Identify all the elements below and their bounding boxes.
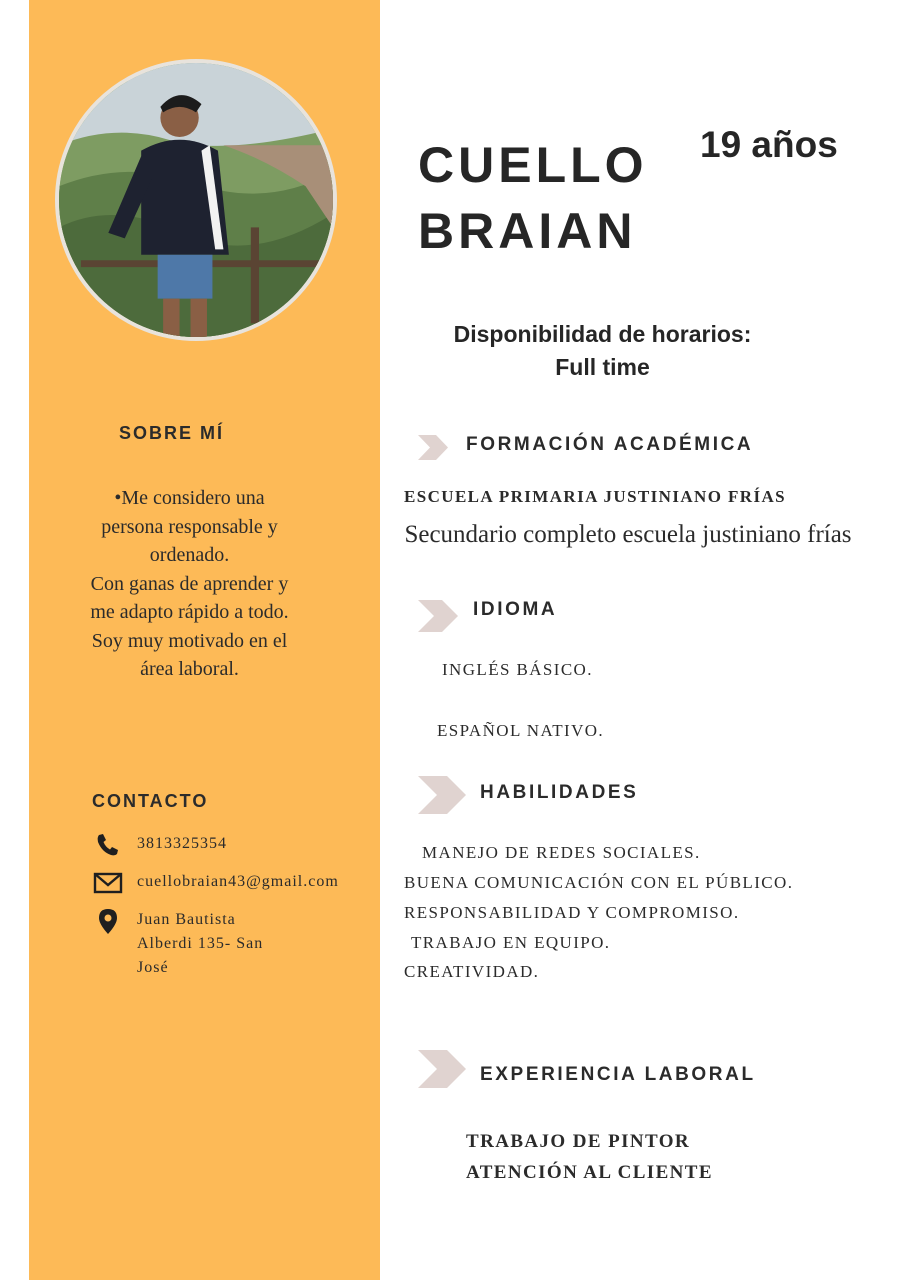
contact-email-row: [93, 870, 339, 896]
experience-item: ATENCIÓN AL CLIENTE: [466, 1162, 713, 1183]
skill-item: TRABAJO EN EQUIPO.: [411, 933, 611, 952]
education-primary: ESCUELA PRIMARIA JUSTINIANO FRÍAS: [404, 487, 787, 506]
languages-heading: IDIOMA: [473, 599, 558, 620]
about-line: persona responsable y: [101, 515, 278, 538]
about-line: Con ganas de aprender y: [90, 572, 289, 595]
education-heading: FORMACIÓN ACADÉMICA: [466, 434, 754, 455]
about-line: •Me considero una: [114, 487, 265, 509]
education-secondary: Secundario completo escuela justiniano frías: [404, 521, 852, 548]
about-line: me adapto rápido a todo.: [90, 601, 289, 623]
skill-item: MANEJO DE REDES SOCIALES.: [422, 843, 701, 862]
about-line: área laboral.: [140, 658, 239, 680]
address-line: José: [137, 959, 169, 976]
contact-heading: CONTACTO: [92, 791, 209, 811]
availability: [430, 318, 775, 384]
contact-phone-row: [93, 832, 227, 858]
full-name: [418, 132, 648, 264]
contact-phone[interactable]: 3813325354: [137, 835, 227, 852]
skill-item: BUENA COMUNICACIÓN CON EL PÚBLICO.: [404, 873, 794, 892]
availability-label: Disponibilidad de horarios:: [453, 321, 752, 347]
availability-value: Full time: [555, 354, 650, 380]
skill-item: RESPONSABILIDAD Y COMPROMISO.: [404, 903, 740, 922]
phone-icon: [93, 832, 125, 858]
contact-email[interactable]: cuellobraian43@gmail.com: [137, 873, 339, 890]
experience-heading: EXPERIENCIA LABORAL: [480, 1064, 756, 1085]
contact-address-row: [93, 908, 263, 980]
about-line: ordenado.: [149, 544, 230, 566]
skills-heading: HABILIDADES: [480, 782, 639, 803]
chevron-right-icon: [418, 435, 448, 460]
profile-photo-image: [59, 63, 333, 337]
contact-address: [137, 908, 263, 980]
map-pin-icon: [93, 908, 125, 934]
about-heading: SOBRE MÍ: [119, 423, 225, 443]
language-item: INGLÉS BÁSICO.: [442, 660, 593, 679]
chevron-right-icon: [418, 600, 458, 632]
about-text: [52, 484, 327, 684]
address-line: Alberdi 135- San: [137, 935, 264, 952]
first-name: BRAIAN: [418, 203, 637, 259]
chevron-right-icon: [418, 776, 466, 814]
age: 19 años: [700, 124, 838, 165]
about-line: Soy muy motivado en el: [91, 629, 288, 652]
envelope-icon: [93, 870, 125, 896]
language-item: ESPAÑOL NATIVO.: [437, 721, 605, 740]
experience-item: TRABAJO DE PINTOR: [466, 1131, 691, 1152]
skill-item: CREATIVIDAD.: [404, 962, 540, 981]
last-name: CUELLO: [418, 137, 648, 193]
address-line: Juan Bautista: [137, 911, 236, 928]
chevron-right-icon: [418, 1050, 466, 1088]
profile-photo: [55, 59, 337, 341]
